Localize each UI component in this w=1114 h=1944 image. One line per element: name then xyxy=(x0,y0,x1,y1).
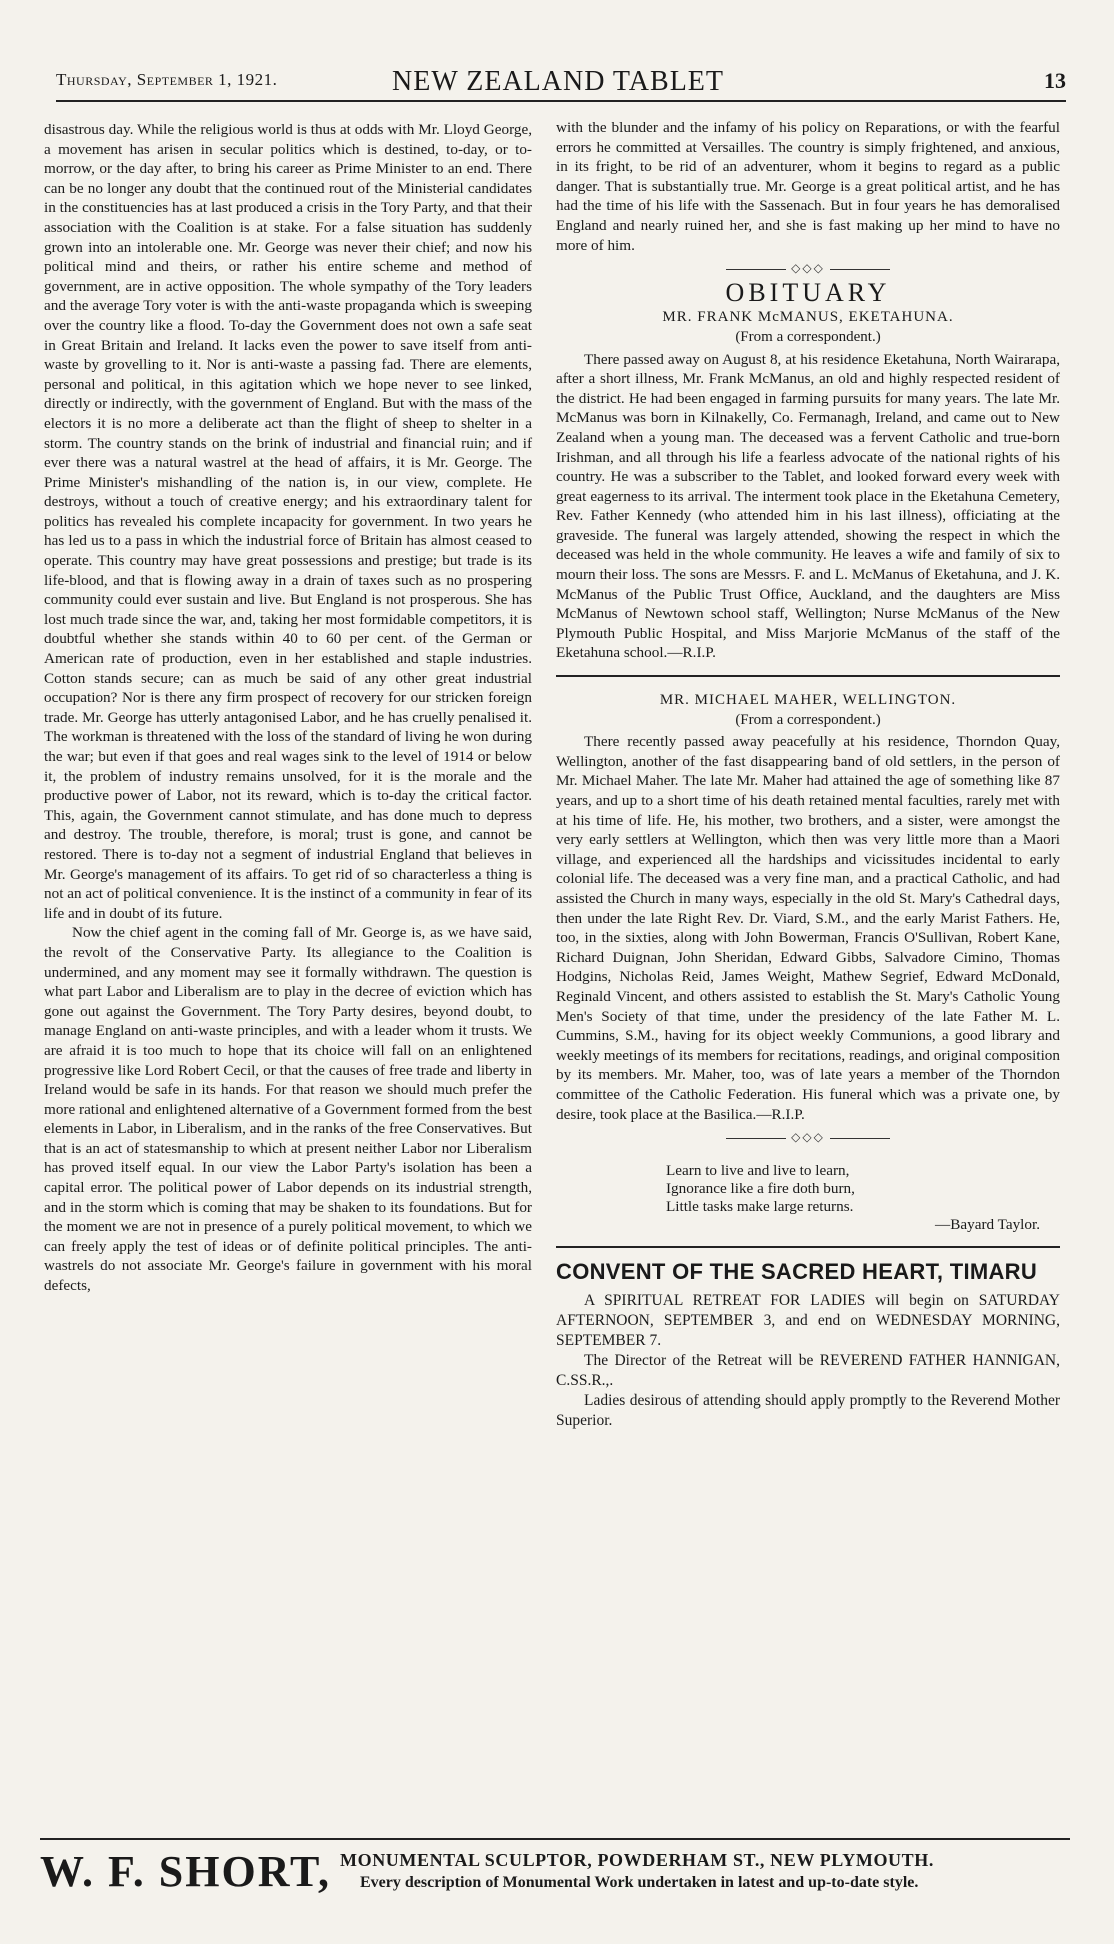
poem-attribution: —Bayard Taylor. xyxy=(935,1215,1040,1233)
convent-paragraph-3: Ladies desirous of attending should apply promptly to the Reverend Mother Superior. xyxy=(556,1392,1060,1430)
page-number: 13 xyxy=(1044,68,1066,93)
footer-rule xyxy=(40,1838,1070,1840)
advertiser-business: MONUMENTAL SCULPTOR, POWDERHAM ST., NEW PLYMOUTH. xyxy=(340,1850,934,1870)
obituary-1-source: (From a correspondent.) xyxy=(735,328,881,345)
obituary-1-text: There passed away on August 8, at his residence Eketahuna, North Wairarapa, after a short illness, Mr. Frank McManus, an old and highly respected resident of the district. He had been engaged in farming pursuits for many years. The late Mr. McManus was born in Kilnakelly, Co. Fermanagh, Ireland, and came out to New Zealand when a young man. The deceased was a fervent Catholic and true-born Irishman, and all through his life a fearless advocate of the national rights of his country. He was a subscriber to the Tablet, and looked forward every week with great eagerness to its arrival. The interment took place in the Eketahuna Cemetery, Rev. Father Kennedy (who attended him in his last illness), officiating at the graveside. The funeral was largely attended, showing the respect in which the deceased was held in the whole community. He leaves a wife and family of six to mourn their loss. The sons are Messrs. F. and L. McManus of Eketahuna, and J. K. McManus of the Public Trust Office, Auckland, and the daughters are Miss McManus of Newtown school staff, Wellington; Nurse McManus of the New Plymouth Public Hospital, and Miss Marjorie McManus of the staff of the Eketahuna school.—R.I.P. xyxy=(556,350,1060,662)
right-column xyxy=(556,118,1060,1431)
newspaper-title: NEW ZEALAND TABLET xyxy=(392,66,725,97)
section-rule-2 xyxy=(556,1246,1060,1248)
editorial-paragraph-2: Now the chief agent in the coming fall of Mr. George is, as we have said, the revolt of the Conservative Party. Its allegiance to the Coalition is undermined, and any moment may see it formally withdrawn. The question is what part Labor and Liberalism are to play in the decree of eviction which has gone out against the Government. The Tory Party desires, beyond doubt, to manage England on anti-waste principles, and with a leader whom it trusts. We are afraid it is too much to hope that its choice will fall on an enlightened progressive like Lord Robert Cecil, or that the causes of free trade and liberty in Ireland would be safe in its hands. For that reason we should much prefer the more rational and enlightened alternative of a Government formed from the best elements in Labor, in Liberalism, and in the ranks of the free Conservatives. But that is an act of statesmanship to which at present neither Labor nor Liberalism has proved itself equal. In our view the Labor Party's isolation has been a capital error. The political power of Labor depends on its industrial strength, and in the storm which is coming that may be shaken to its foundations. But for the moment we are not in presence of a purely political movement, to which we can freely apply the test of ideas or of definite political principles. The anti-wastrels do not associate Mr. George's failure in government with his moral defects, xyxy=(44,924,532,1295)
poem-line-1: Learn to live and live to learn, xyxy=(666,1161,850,1179)
ornament-divider-2: ◇◇◇ xyxy=(556,1128,1060,1148)
masthead xyxy=(56,66,1066,102)
obituary-2-text: There recently passed away peacefully at his residence, Thorndon Quay, Wellington, another of the fast disappearing band of old settlers, in the person of Mr. Michael Maher. The late Mr. Maher had attained the age of something like 87 years, and up to a short time of his death retained mental faculties, rarely met with at his time of life. He, his mother, two brothers, and a sister, were amongst the very early settlers at Wellington, which then was very little more than a Maori village, and experienced all the hardships and vicissitudes incidental to early colonial life. The deceased was a very fine man, and a practical Catholic, and had assisted the Church in many ways, especially in the old St. Mary's Cathedral days, then under the late Right Rev. Dr. Viard, S.M., and the early Marist Fathers. He, too, in the sixties, along with John Bowerman, Francis O'Sullivan, Robert Kane, Richard Duignan, John Sheridan, Edward Gibbs, Salvadore Cimino, Thomas Hodgins, Nicholas Reid, James Weight, Mathew Segrief, Edward McDonald, Reginald Vincent, and others assisted to establish the St. Mary's Catholic Young Men's Society of that time, under the presidency of the late Father M. L. Cummins, S.M., having for its object weekly Communions, a good library and weekly meetings of its members for recitations, readings, and original composition by its members. Mr. Maher, too, was of late years a member of the Thorndon committee of the Catholic Federation. His funeral which was a private one, by desire, took place at the Basilica.—R.I.P. xyxy=(556,733,1060,1123)
issue-date: Thursday, September 1, 1921. xyxy=(56,70,278,89)
convent-paragraph-1: A SPIRITUAL RETREAT FOR LADIES will begin on SATURDAY AFTERNOON, SEPTEMBER 3, and end on WEDNESDAY MORNING, SEPTEMBER 7. xyxy=(556,1292,1060,1350)
advertisement-footer xyxy=(40,1846,1070,1906)
advertiser-tagline: Every description of Monumental Work undertaken in latest and up-to-date style. xyxy=(360,1874,919,1891)
obituary-2-source: (From a correspondent.) xyxy=(735,711,881,728)
poem-line-3: Little tasks make large returns. xyxy=(666,1197,854,1215)
masthead-rule xyxy=(56,100,1066,102)
convent-notice-title: CONVENT OF THE SACRED HEART, TIMARU xyxy=(556,1258,1038,1284)
editorial-continuation: with the blunder and the infamy of his policy on Reparations, or with the fearful errors he committed at Versailles. The country is simply frightened, and anxious, in its fright, to be rid of an adventurer, whom it begins to regard as a public danger. That is substantially true. Mr. George is a great political artist, and he has had the time of his life with the Sassenach. But in four years he has demoralised England and nearly ruined her, and she is fast making up her mind to have no more of him. xyxy=(556,119,1060,254)
convent-notice-body xyxy=(556,1291,1060,1431)
poem xyxy=(666,1162,1060,1234)
convent-paragraph-2: The Director of the Retreat will be REVEREND FATHER HANNIGAN, C.SS.R.,. xyxy=(556,1352,1060,1390)
obituary-heading: OBITUARY xyxy=(725,277,891,307)
obituary-1-heading: MR. FRANK McMANUS, EKETAHUNA. xyxy=(662,309,954,326)
editorial-paragraph-1: disastrous day. While the religious world is thus at odds with Mr. Lloyd George, a movement has arisen in secular politics which is destined, to-day, or to-morrow, or the day after, to bring his career as Prime Minister to an end. There can be no longer any doubt that the continued rout of the Ministerial candidates in the constituencies has at last produced a crisis in the Tory Party, and that their association with the Coalition is at stake. For a false situation has suddenly grown into an intolerable one. Mr. George was never their chief; and now his political mind and theirs, or rather his entire scheme and method of government, are in active opposition. The whole sympathy of the Tory leaders and the average Tory voter is with the anti-waste propaganda which is sweeping over the country like a flood. To-day the Government does not own a safe seat in Great Britain and Ireland. It lacks even the power to save itself from anti-waste by grovelling to it. Nor is anti-waste a passing fad. There are elements, personal and political, in this agitation which we hope never to see linked, directly or indirectly, with the government of England. But with the mass of the electors it is no more a deliberate act than the flight of sheep to shelter in a storm. The country stands on the brink of industrial and financial ruin; and if ever there was a natural wastrel at the head of affairs, it is Mr. George. The Prime Minister's mishandling of the nation is, in our view, complete. He destroys, without a touch of creative energy; and his extraordinary talent for politics has revealed his complete incapacity for government. In two years he has led us to a pass in which the industrial force of Britain has almost ceased to operate. This country may have great possessions and prestige; but trade is its life-blood, and that is flowing away in a drain of taxes such as no prospering community could ever sustain and live. But England is not prosperous. She has lost much trade since the war, and, taking her most formidable competitors, it is doubtful whether she stands within 40 to 60 per cent. of the German or American rate of production, even in her established and staple industries. Cotton stands secure; can as much be said of any other great industrial occupation? Nor is there any firm prospect of recovery for our stricken foreign trade. Mr. George has utterly antagonised Labor, and he has cruelly penalised it. The workman is threatened with the loss of the standard of living he won during the war; but even if that goes and real wages sink to the level of 1914 or below it, the problem of industry remains unsolved, for it is the morale and the productive power of Labor, not its reward, which is to-day the critical factor. This, again, the Government cannot stimulate, and has done much to depress and destroy. The trouble, therefore, is moral; trust is gone, and cannot be restored. There is to-day not a segment of industrial England that believes in Mr. George's management of its affairs. To get rid of so characterless a thing is not an act of political convenience. It is the instinct of a community in fear of its life and in doubt of its future. xyxy=(44,121,532,922)
obituary-2-heading: MR. MICHAEL MAHER, WELLINGTON. xyxy=(659,692,957,709)
poem-line-2: Ignorance like a fire doth burn, xyxy=(666,1179,855,1197)
advertiser-name: W. F. SHORT, xyxy=(40,1847,332,1896)
ornament-divider: ◇◇◇ xyxy=(556,259,1060,279)
section-rule xyxy=(556,675,1060,677)
left-column xyxy=(44,120,532,1296)
